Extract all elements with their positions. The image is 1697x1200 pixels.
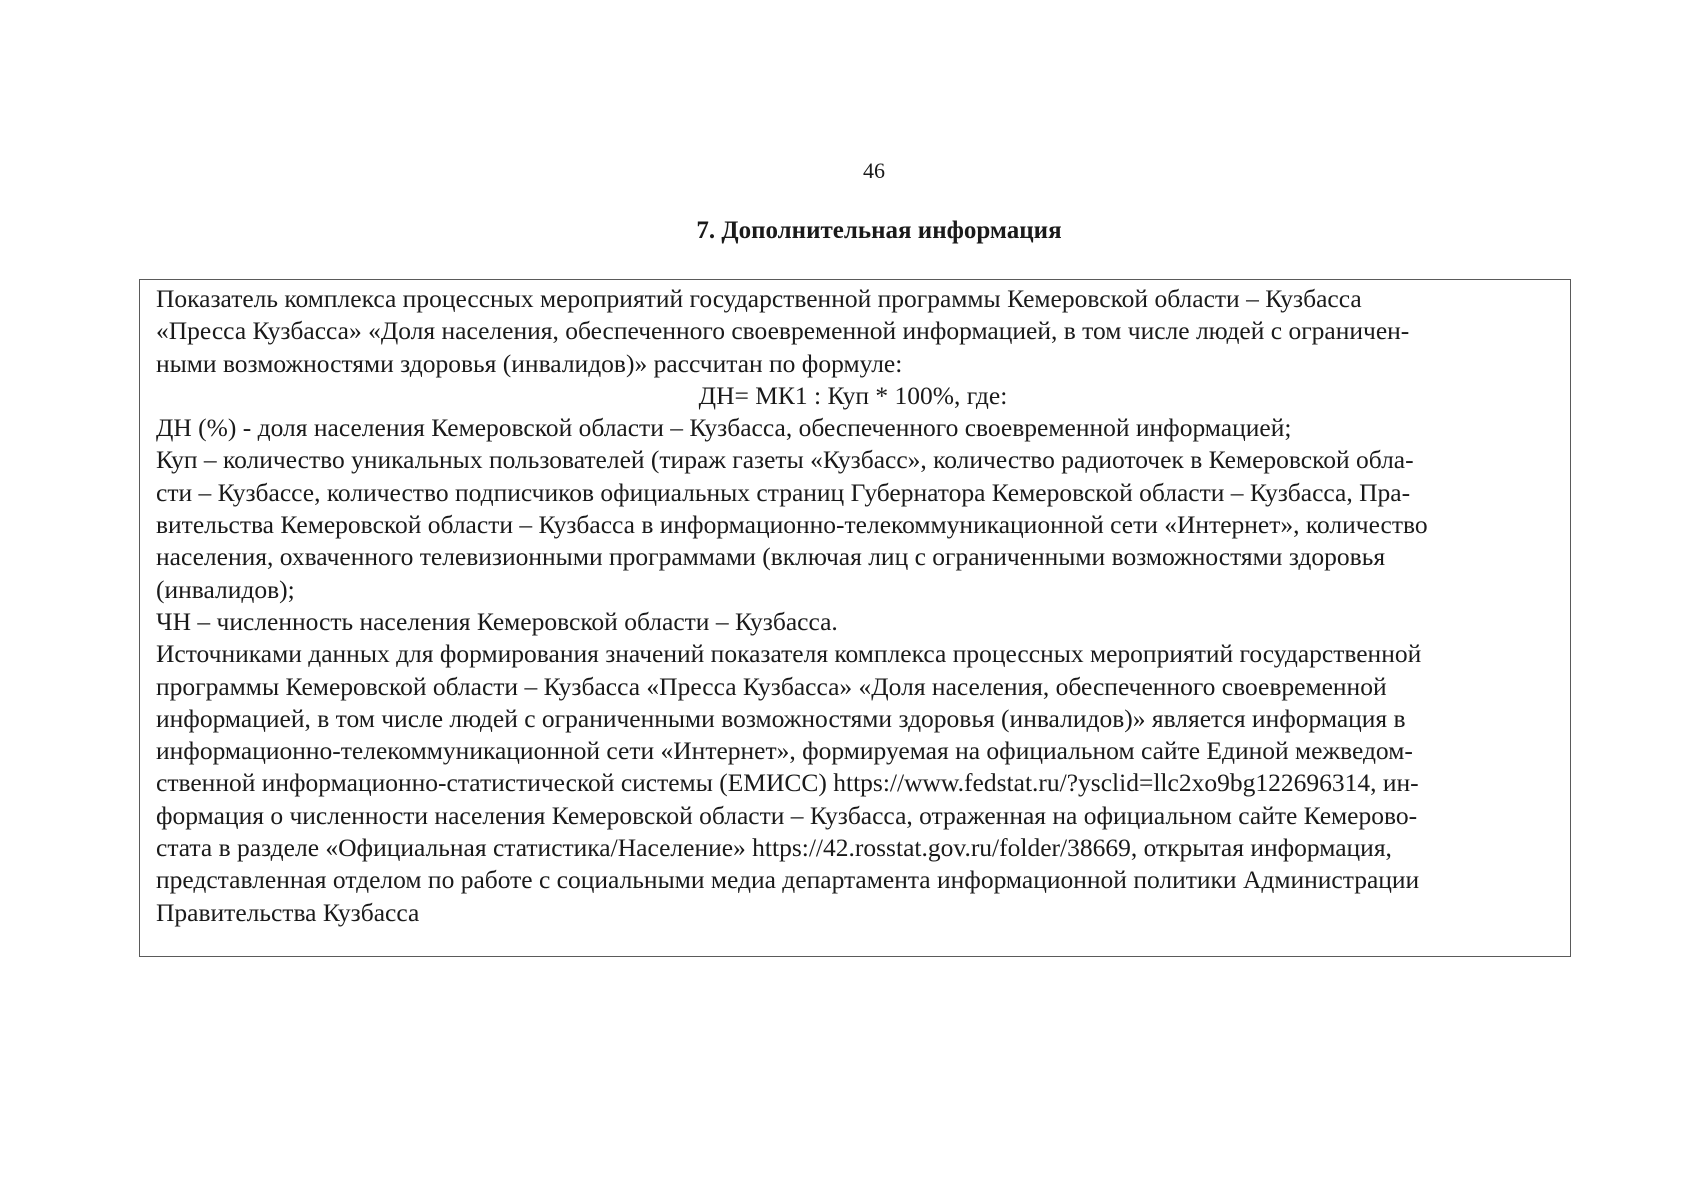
text-line: Куп – количество уникальных пользователей (тираж газеты «Кузбасс», количество радиоточек в Кемеровской обла- bbox=[156, 445, 1414, 475]
text-line: «Пресса Кузбасса» «Доля населения, обеспеченного своевременной информацией, в том числе людей с ограничен- bbox=[156, 316, 1410, 346]
text-line: ственной информационно-статистической системы (ЕМИСС) https://www.fedstat.ru/?ysclid=llc2xo9bg122696314, ин- bbox=[156, 768, 1419, 798]
text-line: Правительства Кузбасса bbox=[156, 897, 420, 927]
text-line: вительства Кемеровской области – Кузбасса в информационно-телекоммуникационной сети «Интернет», количество bbox=[156, 510, 1428, 540]
text-line: сти – Кузбассе, количество подписчиков официальных страниц Губернатора Кемеровской области – Кузбасса, Пра- bbox=[156, 477, 1411, 507]
section-heading: 7. Дополнительная информация bbox=[696, 217, 1062, 244]
additional-info-box bbox=[139, 279, 1571, 957]
text-line: стата в разделе «Официальная статистика/Население» https://42.rosstat.gov.ru/folder/38669, открытая информация, bbox=[156, 833, 1392, 863]
text-line: формация о численности населения Кемеровской области – Кузбасса, отраженная на официальном сайте Кемерово- bbox=[156, 800, 1418, 830]
page-number: 46 bbox=[863, 158, 885, 183]
text-line: информационно-телекоммуникационной сети «Интернет», формируемая на официальном сайте Единой межведом- bbox=[156, 736, 1413, 766]
text-line: ДН (%) - доля населения Кемеровской области – Кузбасса, обеспеченного своевременной информацией; bbox=[156, 413, 1292, 443]
text-line: Источниками данных для формирования значений показателя комплекса процессных мероприятий государственной bbox=[156, 639, 1422, 669]
formula-line: ДН= МК1 : Куп * 100%, где: bbox=[698, 380, 1008, 410]
text-line: представленная отделом по работе с социальными медиа департамента информационной политики Администрации bbox=[156, 865, 1420, 895]
text-line: ЧН – численность населения Кемеровской области – Кузбасса. bbox=[156, 606, 838, 636]
additional-info-text bbox=[156, 283, 1566, 929]
text-line: населения, охваченного телевизионными программами (включая лиц с ограниченными возможностями здоровья bbox=[156, 542, 1386, 572]
text-line: информацией, в том числе людей с ограниченными возможностями здоровья (инвалидов)» является информация в bbox=[156, 703, 1406, 733]
text-line: ными возможностями здоровья (инвалидов)» рассчитан по формуле: bbox=[156, 348, 903, 378]
text-line: (инвалидов); bbox=[156, 574, 295, 604]
text-line: Показатель комплекса процессных мероприятий государственной программы Кемеровской области – Кузбасса bbox=[156, 284, 1362, 313]
text-line: программы Кемеровской области – Кузбасса «Пресса Кузбасса» «Доля населения, обеспеченного своевременной bbox=[156, 671, 1387, 701]
